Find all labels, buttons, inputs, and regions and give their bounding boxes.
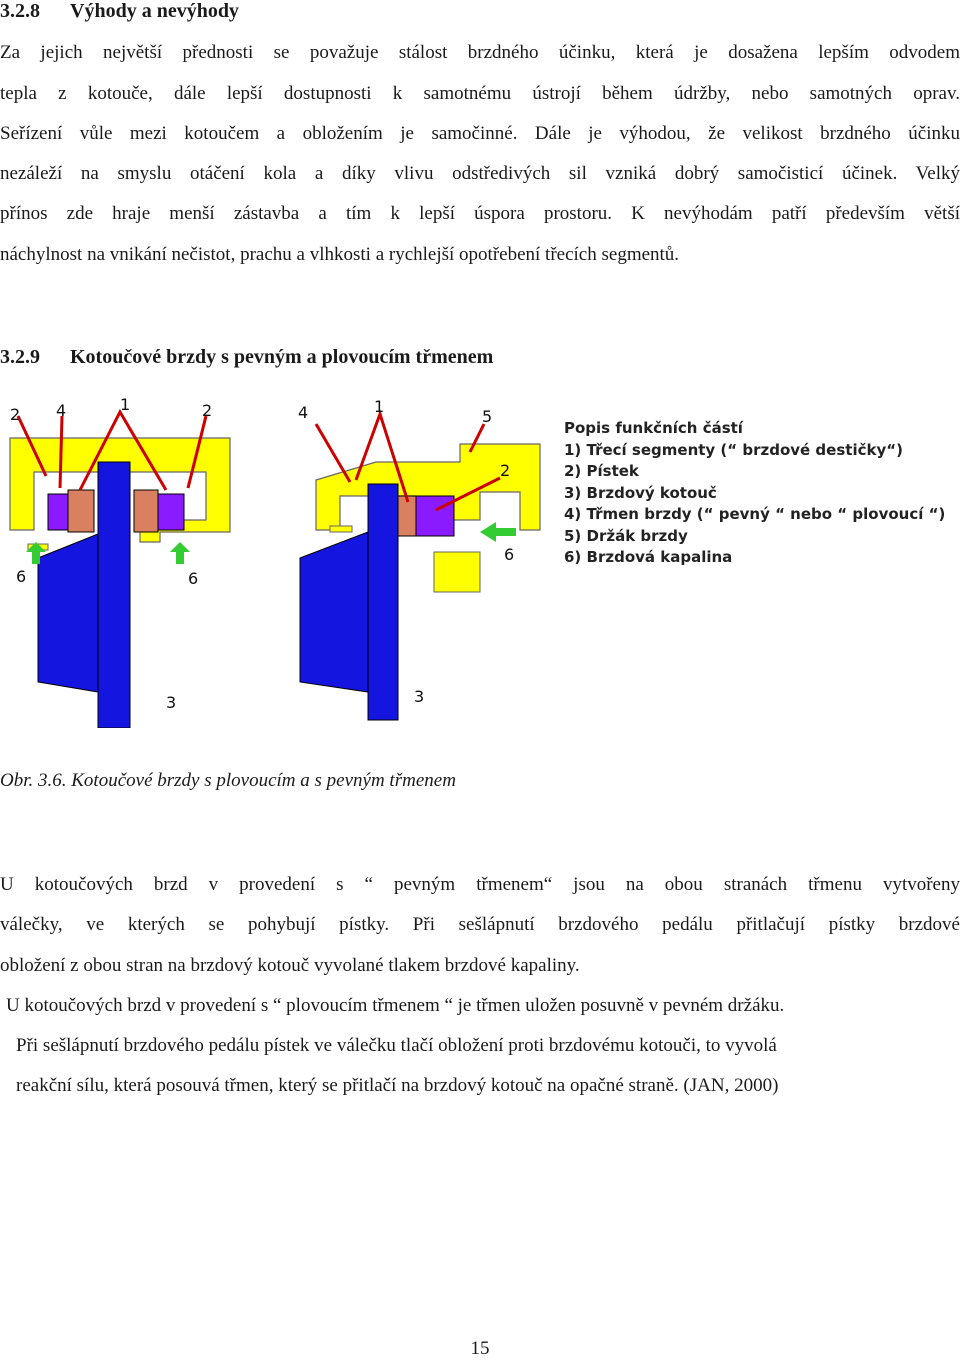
section-heading: [0, 346, 493, 369]
legend-title: Popis funkčních částí: [564, 419, 743, 437]
brake-disc: [368, 484, 398, 720]
part-label: 3: [166, 693, 177, 712]
part-label: 4: [298, 403, 309, 422]
part-label: 4: [56, 401, 67, 420]
section-title: Kotoučové brzdy s pevným a plovoucím třmenem: [70, 346, 494, 368]
paragraph-line: reakční sílu, která posouvá třmen, který se přitlačí na brzdový kotouč na opačné straně. (JAN, 2000): [16, 1075, 779, 1096]
pointer-line: [60, 416, 62, 488]
section-number: 3.2.8: [0, 0, 40, 22]
part-label: 5: [482, 407, 493, 426]
paragraph-line: náchylnost na vnikání nečistot, prachu a vlhkosti a rychlejší opotřebení třecích segmentů.: [0, 244, 680, 265]
paragraph-line: přínos zde hraje menší zástavba a tím k lepší úspora prostoru. K nevýhodám patří především větší: [0, 203, 960, 224]
piston: [416, 496, 454, 536]
legend-item: 1) Třecí segmenty (“ brzdové destičky“): [564, 440, 903, 459]
brake-pad: [134, 490, 158, 532]
floating-caliper-drawing: [10, 395, 230, 728]
disc-hub: [300, 532, 368, 692]
paragraph-line: U kotoučových brzd v provedení s “ plovoucím třmenem “ je třmen uložen posuvně v pevném držáku.: [6, 995, 785, 1016]
paragraph-line: Za jejich největší přednosti se považuje stálost brzdného účinku, která je dosažena lepším odvodem: [0, 42, 960, 63]
legend-item: 3) Brzdový kotouč: [564, 483, 717, 502]
part-label: 1: [374, 397, 385, 416]
part-label: 2: [202, 401, 213, 420]
pressure-arrow: [170, 542, 190, 564]
figure-legend: [564, 418, 945, 569]
part-label: 2: [10, 405, 21, 424]
piston: [48, 494, 68, 530]
legend-item: 4) Třmen brzdy (“ pevný “ nebo “ plovoucí “): [564, 505, 946, 523]
disc-hub: [38, 534, 98, 692]
paragraph-line: nezáleží na smyslu otáčení kola a díky vlivu odstředivých sil vzniká dobrý samočisticí účinek. Velký: [0, 163, 960, 184]
caliper-foot: [330, 526, 352, 532]
page-number: 15: [470, 1338, 490, 1359]
paragraph-line: U kotoučových brzd v provedení s “ pevným třmenem“ jsou na obou stranách třmenu vytvořeny: [0, 874, 960, 895]
paragraph-line: Při sešlápnutí brzdového pedálu pístek ve válečku tlačí obložení proti brzdovému kotouči, to vyvolá: [16, 1035, 777, 1056]
paragraph-line: tepla z kotouče, dále lepší dostupnosti k samotnému ústrojí během údržby, nebo samotných oprav.: [0, 83, 960, 104]
part-label: 6: [16, 567, 27, 586]
part-label: 2: [500, 461, 511, 480]
paragraph-line: Seřízení vůle mezi kotoučem a obložením je samočinné. Dále je výhodou, že velikost brzdného účinku: [0, 123, 960, 144]
fixed-caliper-drawing: [298, 397, 540, 720]
pressure-arrow: [480, 522, 516, 542]
piston: [158, 494, 184, 530]
part-label: 6: [188, 569, 199, 588]
pointer-line: [316, 424, 350, 482]
caliper-bracket: [434, 552, 480, 592]
part-label: 3: [414, 687, 425, 706]
paragraph-line: obložení z obou stran na brzdový kotouč vyvolané tlakem brzdové kapaliny.: [0, 955, 580, 976]
brake-disc: [98, 462, 130, 728]
section-number: 3.2.9: [0, 346, 40, 368]
part-label: 1: [120, 395, 131, 414]
figure-caption: Obr. 3.6. Kotoučové brzdy s plovoucím a s pevným třmenem: [0, 770, 456, 791]
paragraph-line: válečky, ve kterých se pohybují pístky. Při sešlápnutí brzdového pedálu přitlačují pístky brzdové: [0, 914, 960, 935]
section-title: Výhody a nevýhody: [70, 0, 239, 22]
section-heading: [0, 0, 239, 23]
part-label: 6: [504, 545, 515, 564]
legend-item: 6) Brzdová kapalina: [564, 548, 733, 566]
legend-item: 2) Pístek: [564, 462, 639, 480]
brake-pad: [68, 490, 94, 532]
legend-item: 5) Držák brzdy: [564, 526, 688, 545]
